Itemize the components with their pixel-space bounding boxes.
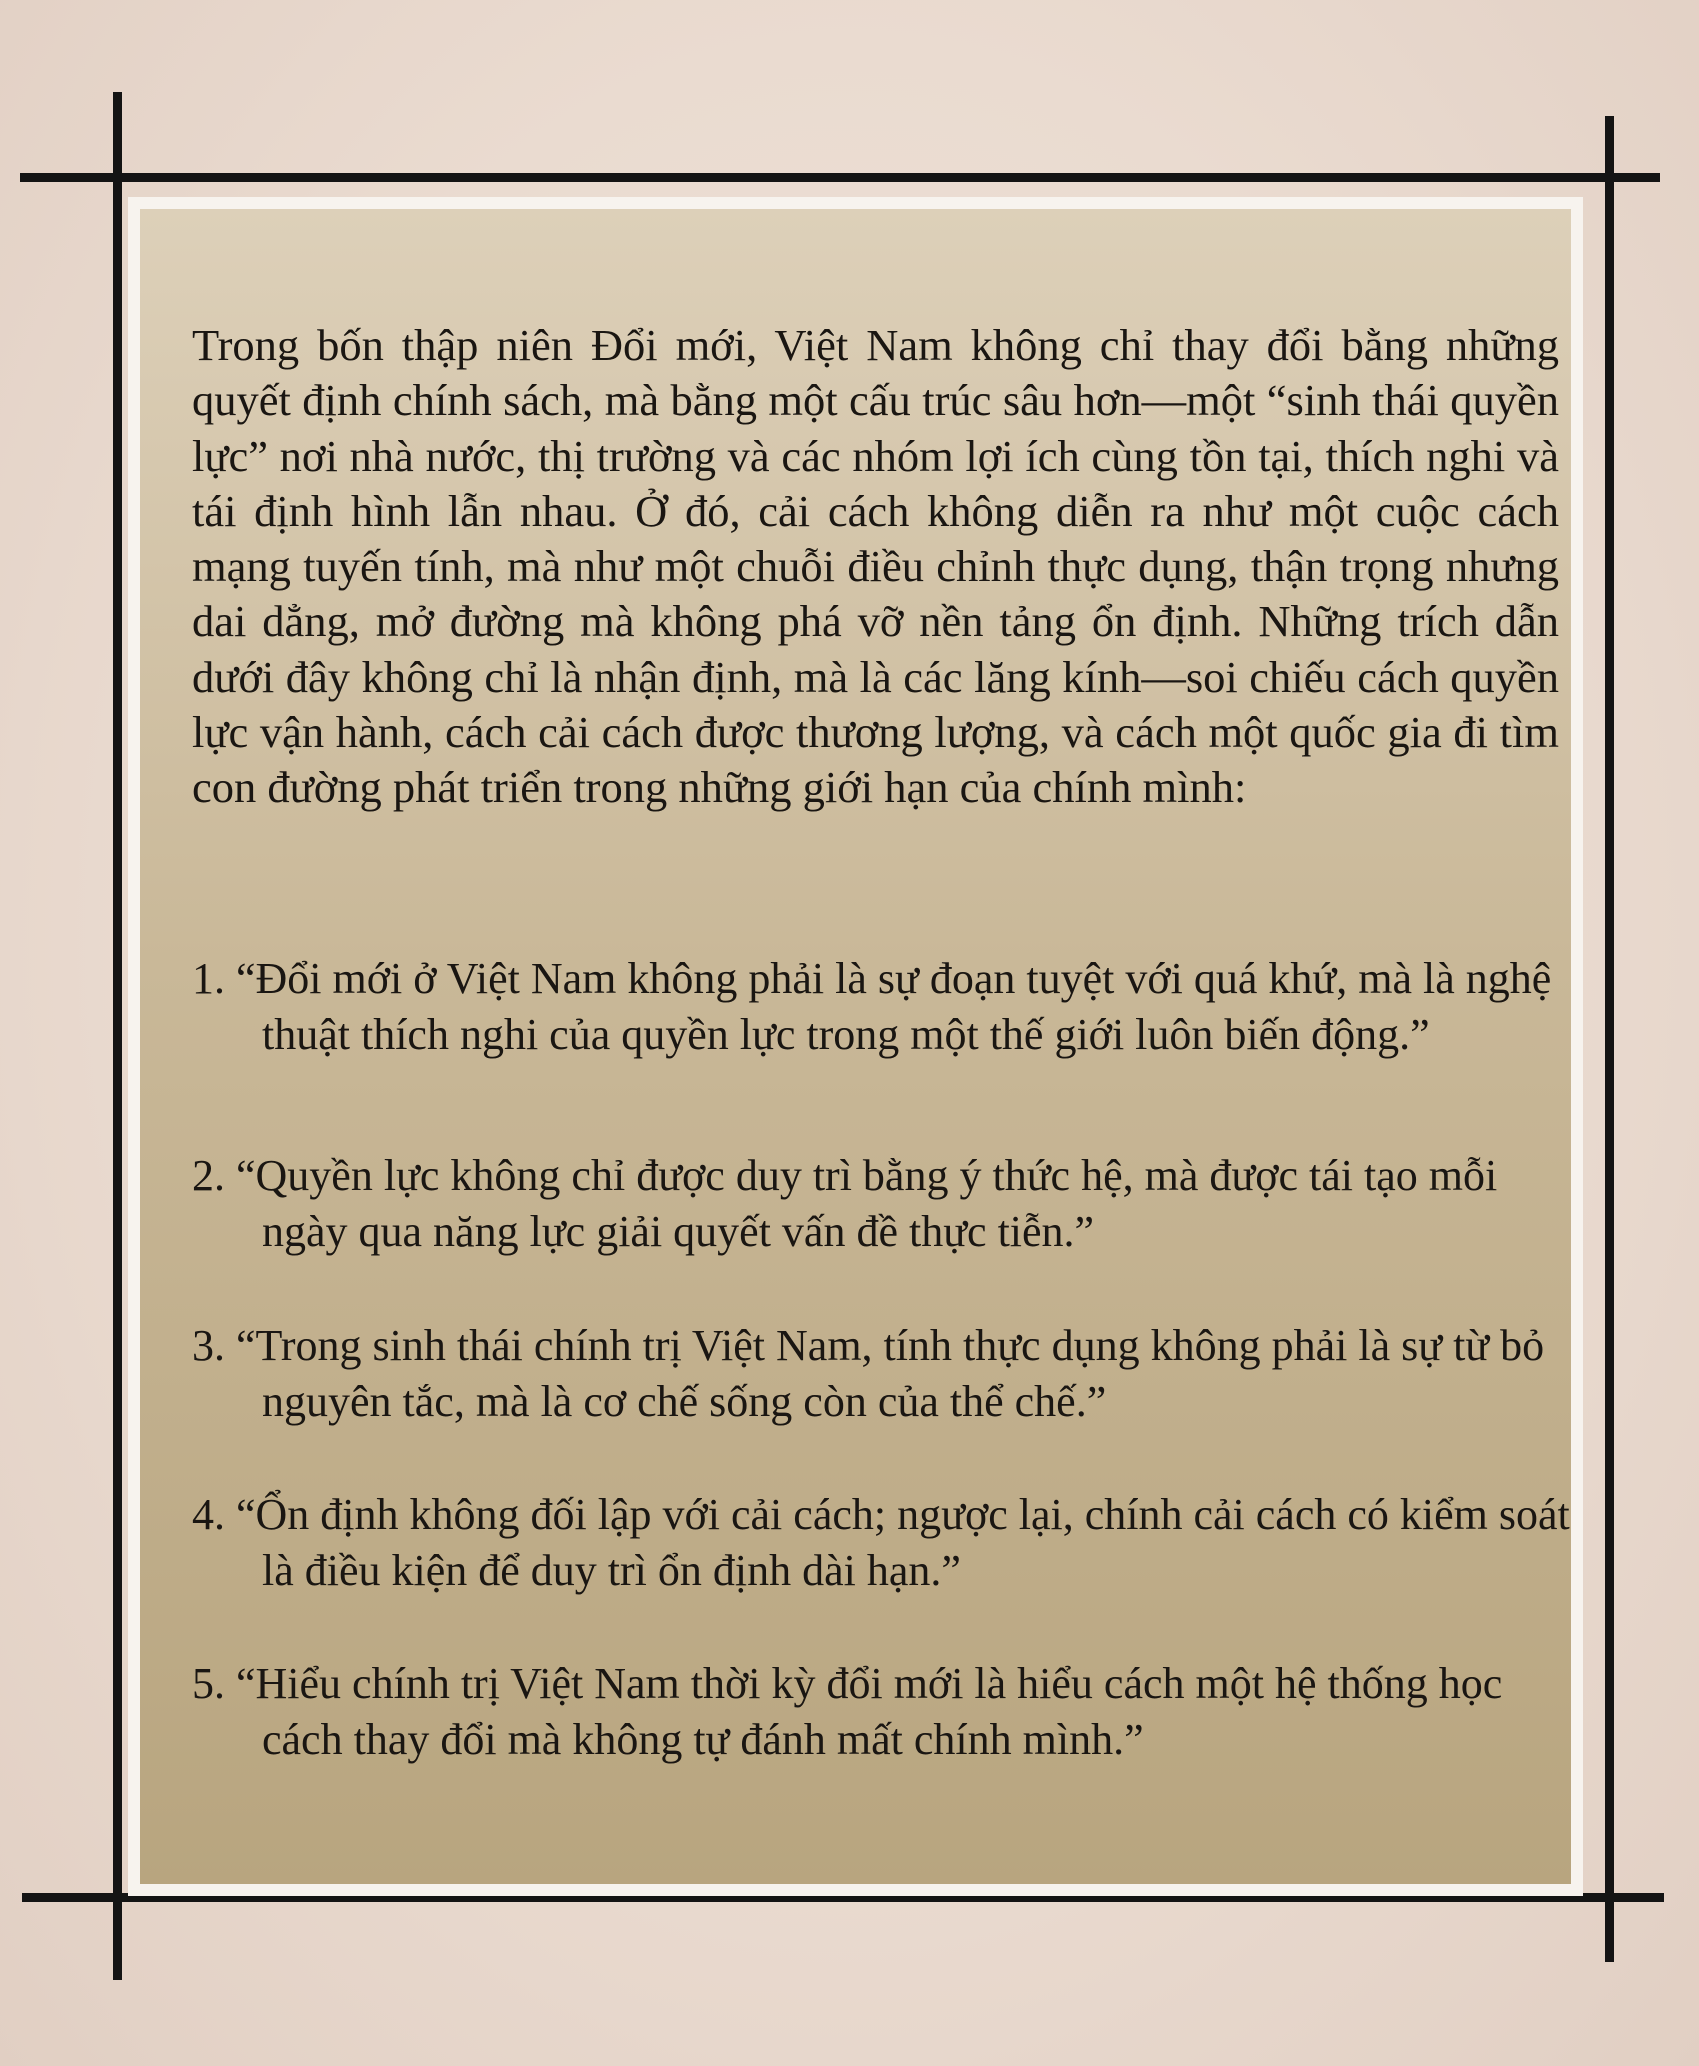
quote-text: “Ổn định không đối lập với cải cách; ngược lại, chính cải cách có kiểm soát là điều kiện để duy trì ổn định dài hạn.”	[236, 1490, 1570, 1595]
quote-number: 3.	[192, 1321, 225, 1370]
quote-text: “Đổi mới ở Việt Nam không phải là sự đoạn tuyệt với quá khứ, mà là nghệ thuật thích nghi của quyền lực trong một thế giới luôn biến động.”	[236, 954, 1552, 1059]
frame-line-left	[113, 92, 122, 1980]
frame-line-right	[1605, 116, 1614, 1962]
quote-text: “Quyền lực không chỉ được duy trì bằng ý thức hệ, mà được tái tạo mỗi ngày qua năng lực giải quyết vấn đề thực tiễn.”	[236, 1151, 1498, 1256]
quote-item-3	[192, 1318, 1582, 1429]
quote-item-4	[192, 1487, 1582, 1598]
quote-item-2	[192, 1148, 1582, 1259]
quote-text: “Hiểu chính trị Việt Nam thời kỳ đổi mới là hiểu cách một hệ thống học cách thay đổi mà không tự đánh mất chính mình.”	[236, 1659, 1503, 1764]
quote-number: 4.	[192, 1490, 225, 1539]
quote-number: 1.	[192, 954, 225, 1003]
intro-paragraph: Trong bốn thập niên Đổi mới, Việt Nam không chỉ thay đổi bằng những quyết định chính sách, mà bằng một cấu trúc sâu hơn—một “sinh thái quyền lực” nơi nhà nước, thị trường và các nhóm lợi ích cùng tồn tại, thích nghi và tái định hình lẫn nhau. Ở đó, cải cách không diễn ra như một cuộc cách mạng tuyến tính, mà như một chuỗi điều chỉnh thực dụng, thận trọng nhưng dai dẳng, mở đường mà không phá vỡ nền tảng ổn định. Những trích dẫn dưới đây không chỉ là nhận định, mà là các lăng kính—soi chiếu cách quyền lực vận hành, cách cải cách được thương lượng, và cách một quốc gia đi tìm con đường phát triển trong những giới hạn của chính mình:	[192, 320, 1559, 813]
quote-text: “Trong sinh thái chính trị Việt Nam, tính thực dụng không phải là sự từ bỏ nguyên tắc, mà là cơ chế sống còn của thể chế.”	[236, 1321, 1545, 1426]
quote-item-5	[192, 1656, 1582, 1767]
frame-line-top	[20, 173, 1660, 182]
quote-item-1	[192, 951, 1582, 1062]
quote-number: 2.	[192, 1151, 225, 1200]
quote-number: 5.	[192, 1659, 225, 1708]
